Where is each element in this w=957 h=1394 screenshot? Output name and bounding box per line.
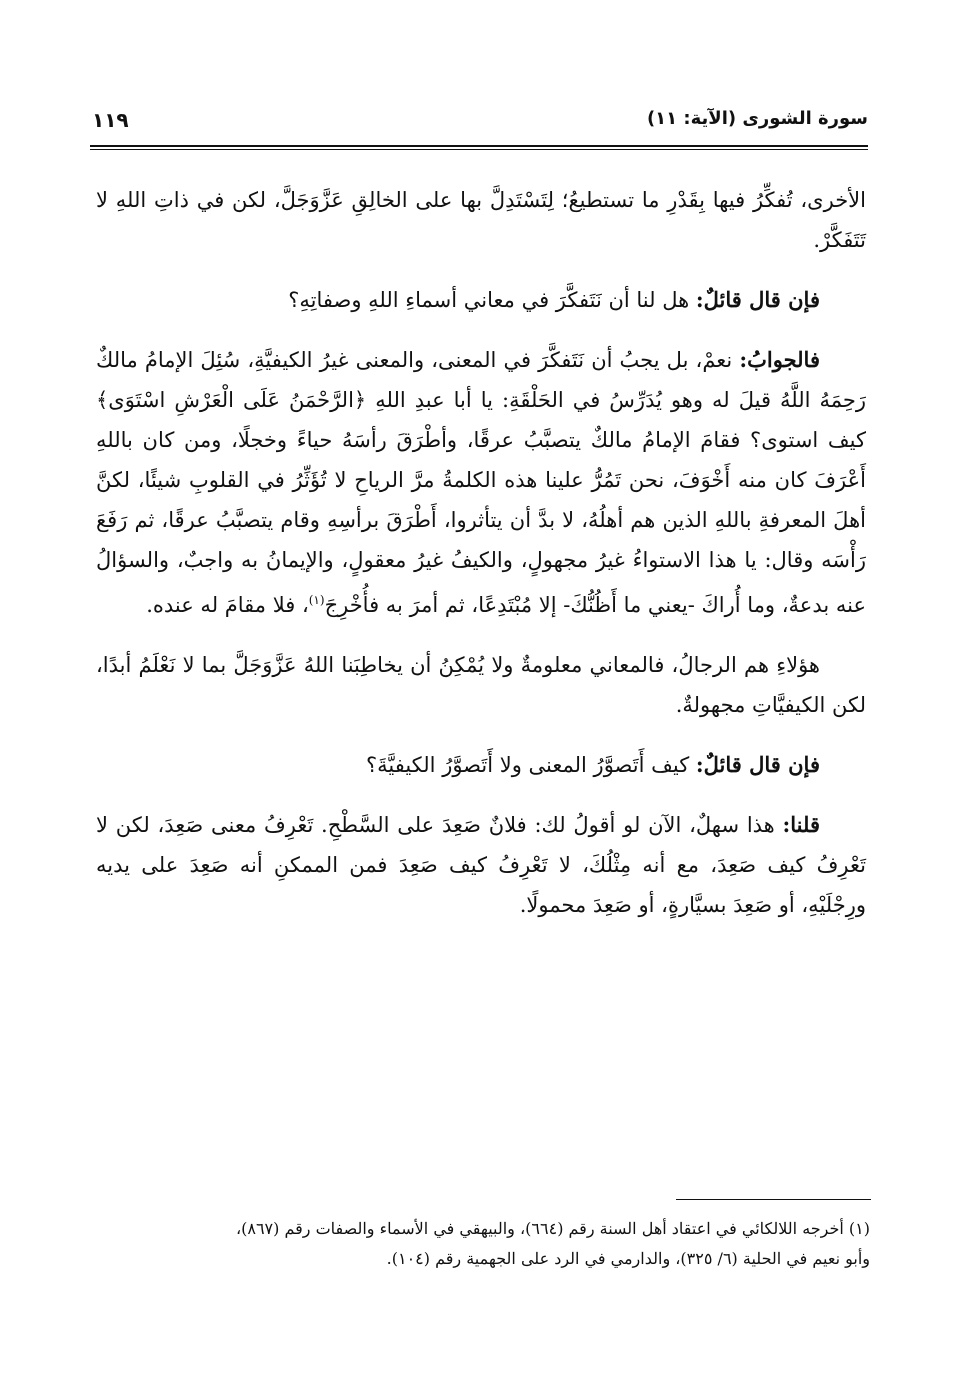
answer-lead: قلنا: (782, 812, 820, 837)
main-text (96, 180, 866, 945)
paragraph-text: هؤلاءِ هم الرجالُ، فالمعاني معلومةٌ ولا يُمْكِنُ أن يخاطِبَنا اللهُ عَزَّوَجَلَّ بما لا نَعْلَمُ أبدًا، لكن الكيفيَّاتِ مجهولةٌ. (96, 653, 866, 717)
footnote-divider (676, 1199, 871, 1200)
footnote-line: (١) أخرجه اللالكائي في اعتقاد أهل السنة رقم (٦٦٤)، والبيهقي في الأسماء والصفات رقم (٨٦٧)، (235, 1219, 870, 1238)
paragraph-text: هذا سهلٌ، الآن لو أقولُ لك: فلانٌ صَعِدَ على السَّطْحِ. تَعْرِفُ معنى صَعِدَ، لكن لا تَعْرِفُ كيف صَعِدَ، مع أنه مِثْلُكَ، لا تَعْرِفُ كيف صَعِدَ فمن الممكنِ أنه صَعِدَ على يديه ورِجْلَيْهِ، أو صَعِدَ بسيَّارةٍ، أو صَعِدَ محمولًا. (96, 813, 866, 917)
paragraph-text: كيف أَتَصوَّرُ المعنى ولا أَتَصوَّرُ الكيفيَّةَ؟ (365, 753, 696, 777)
footnote-ref[interactable]: (١) (308, 593, 325, 607)
footnote-line: وأبو نعيم في الحلية (٦/ ٣٢٥)، والدارمي في الرد على الجهمية رقم (١٠٤). (386, 1249, 870, 1268)
paragraph-text-end: ، فلا مقامَ له عنده. (146, 593, 309, 617)
paragraph-2 (96, 280, 866, 320)
surah-title: سورة الشورى (الآية: ١١) (646, 108, 868, 129)
paragraph-1 (96, 180, 866, 260)
page-header (88, 108, 868, 140)
header-divider (90, 145, 868, 150)
quran-verse: ﴿الرَّحْمَنُ عَلَى الْعَرْشِ اسْتَوَى﴾ (96, 388, 367, 412)
footnotes (104, 1214, 870, 1274)
paragraph-6 (96, 805, 866, 925)
paragraph-5 (96, 745, 866, 785)
question-lead: فإن قال قائلٌ: (695, 287, 820, 312)
paragraph-text: هل لنا أن نَتَفكَّرَ في معاني أسماءِ اللهِ وصفاتِهِ؟ (288, 288, 696, 312)
paragraph-text: نعمْ، بل يجبُ أن نَتَفكَّرَ في المعنى، والمعنى غيرُ الكيفيَّةِ، سُئِلَ الإمامُ مالكٌ رَحِمَهُ اللَّهُ قيلَ له وهو يُدَرِّسُ في الحَلْقَةِ: يا أبا عبدِ اللهِ (96, 348, 867, 412)
answer-lead: فالجوابُ: (739, 347, 820, 372)
paragraph-text-continued: كيف استوى؟ فقامَ الإمامُ مالكٌ يتصبَّبُ عرقًا، وأطْرَقَ رأسَهُ حياءً وخجلًا، ومن كان باللهِ أَعْرَفَ كان منه أَخْوَفَ، نحن تَمُرُّ علينا هذه الكلمةُ مرَّ الرياحِ لا تُؤَثِّرُ في القلوبِ شيئًا، لكنَّ أهلَ المعرفةِ باللهِ الذين هم أهلُهُ، لا بدَّ أن يتأثروا، أَطْرَقَ برأسِهِ وقام يتصبَّبُ عرقًا، ثم رَفَعَ رَأْسَه وقال: يا هذا الاستواءُ غيرُ مجهولٍ، والكيفُ غيرُ معقولٍ، والإيمانُ به واجبٌ، والسؤالُ عنه بدعةٌ، وما أُراكَ -يعني ما أَظُنُّكَ- إلا مُبْتَدِعًا، ثم أمرَ به فأُخْرِجَ (96, 428, 866, 617)
paragraph-text: الأخرى، تُفكِّرُ فيها بِقَدْرِ ما تستطيعُ؛ لِتَسْتَدِلَّ بها على الخالِقِ عَزَّوَجَلَّ، لكن في ذاتِ اللهِ لا تَتَفَكَّرْ. (96, 188, 866, 252)
paragraph-3 (96, 340, 866, 625)
question-lead: فإن قال قائلٌ: (695, 752, 820, 777)
page-number: ١١٩ (92, 108, 129, 132)
paragraph-4 (96, 645, 866, 725)
